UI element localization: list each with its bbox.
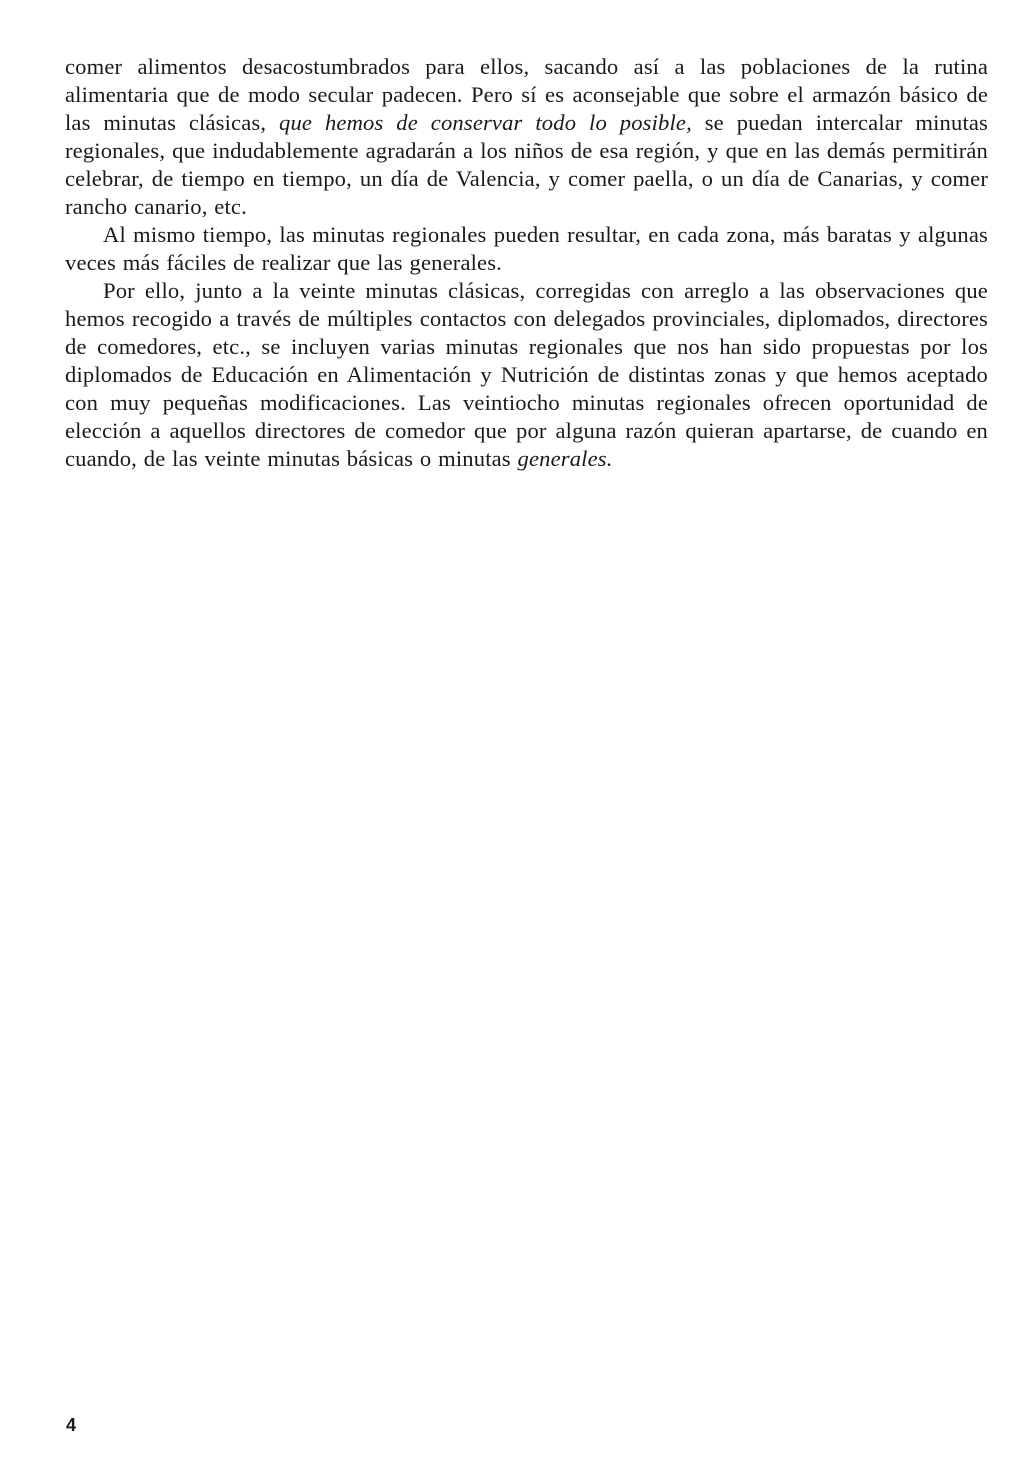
paragraph-1-text-end: se puedan intercalar minutas regionales, que indudablemente agradarán a los niños de esa región, y que en las demás permitirán celebrar, de tiempo en tiempo, un día de Valencia, y comer paella, o un día de Canarias, y comer rancho canario, etc. [65,110,988,219]
paragraph-3 [65,277,988,473]
paragraph-1 [65,53,988,221]
paragraph-3-text: Por ello, junto a la veinte minutas clásicas, corregidas con arreglo a las observaciones que hemos recogido a través de múltiples contactos con delegados provinciales, diplomados, directores de comedores, etc., se incluyen varias minutas regionales que nos han sido propuestas por los diplomados de Educación en Alimentación y Nutrición de distintas zonas y que hemos aceptado con muy pequeñas modificaciones. Las veintiocho minutas regionales ofrecen oportunidad de elección a aquellos directores de comedor que por alguna razón quieran apartarse, de cuando en cuando, de las veinte minutas básicas o minutas [65,278,988,471]
paragraph-2-text: Al mismo tiempo, las minutas regionales pueden resultar, en cada zona, más baratas y algunas veces más fáciles de realizar que las generales. [65,222,988,275]
page-number: 4 [66,1415,77,1435]
paragraph-2 [65,221,988,277]
paragraph-3-italic: generales. [517,446,613,471]
page-body [65,53,988,473]
paragraph-1-italic: que hemos de conservar todo lo posible, [279,110,692,135]
paragraph-1-text: comer alimentos desacostumbrados para ellos, sacando así a las poblaciones de la rutina alimentaria que de modo secular padecen. Pero sí es aconsejable que sobre el armazón básico de las minutas clásicas, [65,54,988,135]
